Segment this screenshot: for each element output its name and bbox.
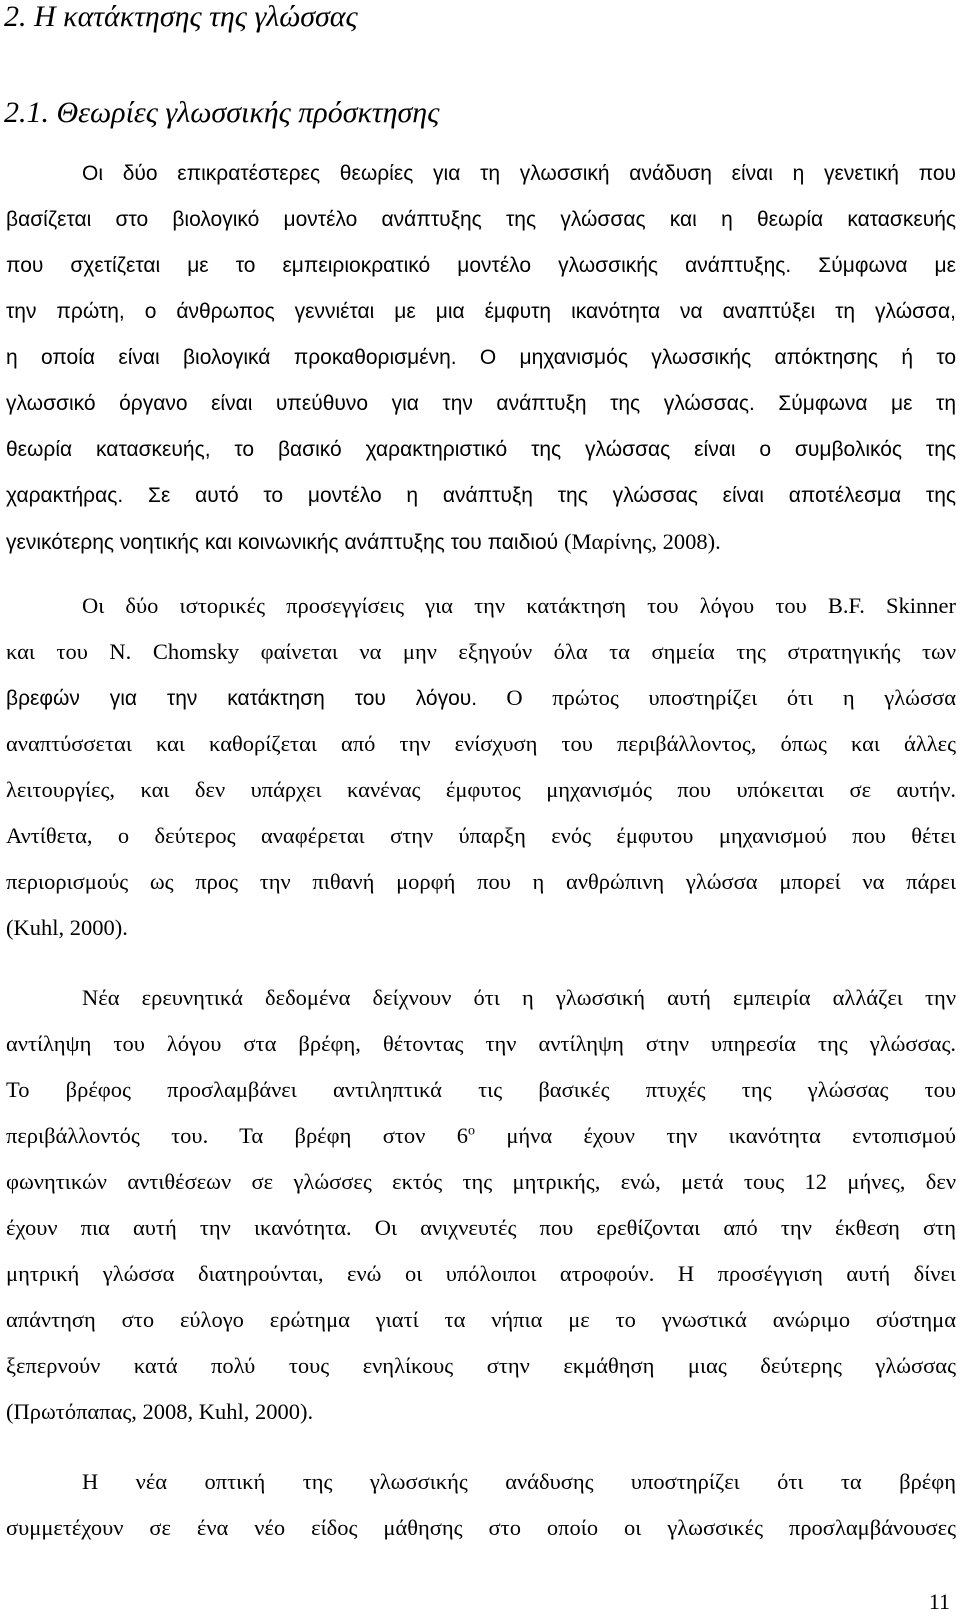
text-line: την πρώτη, ο άνθρωπος γεννιέται με μια έμφυτη ικανότητα να αναπτύξει τη γλώσσα, xyxy=(6,300,956,323)
citation: (Μαρίνης, 2008). xyxy=(563,529,721,554)
text-span: γενικότερης νοητικής και κοινωνικής ανάπτυξης του παιδιού xyxy=(6,531,559,554)
text-span: που σχετίζεται με το εμπειριοκρατικό μοντέλο γλωσσικής ανάπτυξης. xyxy=(6,254,792,277)
text-line: Το βρέφος προσλαμβάνει αντιληπτικά τις βασικές πτυχές της γλώσσας του xyxy=(6,1077,956,1102)
text-line: βασίζεται στο βιολογικό μοντέλο ανάπτυξης της γλώσσας και η θεωρία κατασκευής xyxy=(6,208,956,231)
text-span: βρεφών για την κατάκτηση του λόγου. xyxy=(6,687,478,710)
text-line: αναπτύσσεται και καθορίζεται από την ενίσχυση του περιβάλλοντος, όπως και άλλες xyxy=(6,731,956,756)
text-line: απάντηση στο εύλογο ερώτημα γιατί τα νήπια με το γνωστικά ανώριμο σύστημα xyxy=(6,1307,956,1332)
text-line: η οποία είναι βιολογικά προκαθορισμένη. Ο μηχανισμός γλωσσικής απόκτησης ή το xyxy=(6,346,956,369)
text-line xyxy=(6,1122,956,1150)
text-line: μητρική γλώσσα διατηρούνται, ενώ οι υπόλοιποι ατροφούν. Η προσέγγιση αυτή δίνει xyxy=(6,1261,956,1286)
text-line xyxy=(6,252,956,280)
text-line: συμμετέχουν σε ένα νέο είδος μάθησης στο οποίο οι γλωσσικές προσλαμβάνουσες xyxy=(6,1515,956,1540)
section-heading: 2. Η κατάκτησης της γλώσσας xyxy=(4,0,358,33)
text-span: χαρακτήρας. xyxy=(6,484,124,507)
text-line: αντίληψη του λόγου στα βρέφη, θέτοντας την αντίληψη στην υπηρεσία της γλώσσας. xyxy=(6,1031,956,1056)
superscript: ο xyxy=(467,1123,475,1139)
text-line: ξεπερνούν κατά πολύ τους ενηλίκους στην εκμάθηση μιας δεύτερης γλώσσας xyxy=(6,1353,956,1378)
text-line: λειτουργίες, και δεν υπάρχει κανένας έμφυτος μηχανισμός που υπόκειται σε αυτήν. xyxy=(6,777,956,802)
text-line xyxy=(6,528,956,557)
text-line: Νέα ερευνητικά δεδομένα δείχνουν ότι η γλωσσική αυτή εμπειρία αλλάζει την xyxy=(82,985,956,1010)
text-span: περιβάλλοντός του. Τα βρέφη στον 6 xyxy=(6,1123,468,1148)
subsection-heading: 2.1. Θεωρίες γλωσσικής πρόσκτησης xyxy=(4,96,440,129)
text-line: και του N. Chomsky φαίνεται να μην εξηγούν όλα τα σημεία της στρατηγικής των xyxy=(6,639,956,664)
text-line: θεωρία κατασκευής, το βασικό χαρακτηριστικό της γλώσσας είναι ο συμβολικός της xyxy=(6,438,956,461)
text-line xyxy=(6,482,956,510)
text-line: (Πρωτόπαπας, 2008, Kuhl, 2000). xyxy=(6,1399,314,1424)
text-span: μήνα έχουν την ικανότητα εντοπισμού xyxy=(474,1123,957,1148)
text-span: Σε αυτό το μοντέλο η ανάπτυξη της γλώσσας είναι αποτέλεσμα της xyxy=(147,484,956,507)
text-line: έχουν πια αυτή την ικανότητα. Οι ανιχνευτές που ερεθίζονται από την έκθεση στη xyxy=(6,1215,956,1240)
text-line: γλωσσικό όργανο είναι υπεύθυνο για την ανάπτυξη της γλώσσας. Σύμφωνα με τη xyxy=(6,392,956,415)
text-line: (Kuhl, 2000). xyxy=(6,915,128,940)
text-line: Οι δύο ιστορικές προσεγγίσεις για την κατάκτηση του λόγου του B.F. Skinner xyxy=(82,593,956,618)
page-number: 11 xyxy=(928,1589,950,1614)
text-line: περιορισμούς ως προς την πιθανή μορφή που η ανθρώπινη γλώσσα μπορεί να πάρει xyxy=(6,869,956,894)
text-span: Ο πρώτος υποστηρίζει ότι η γλώσσα xyxy=(506,685,956,710)
text-line xyxy=(6,684,956,713)
text-line: Οι δύο επικρατέστερες θεωρίες για τη γλωσσική ανάδυση είναι η γενετική που xyxy=(82,162,956,185)
text-line: φωνητικών αντιθέσεων σε γλώσσες εκτός της μητρικής, ενώ, μετά τους 12 μήνες, δεν xyxy=(6,1169,956,1194)
text-line: Η νέα οπτική της γλωσσικής ανάδυσης υποστηρίζει ότι τα βρέφη xyxy=(82,1469,956,1494)
text-line: Αντίθετα, ο δεύτερος αναφέρεται στην ύπαρξη ενός έμφυτου μηχανισμού που θέτει xyxy=(6,823,956,848)
text-span: Σύμφωνα με xyxy=(818,254,957,277)
